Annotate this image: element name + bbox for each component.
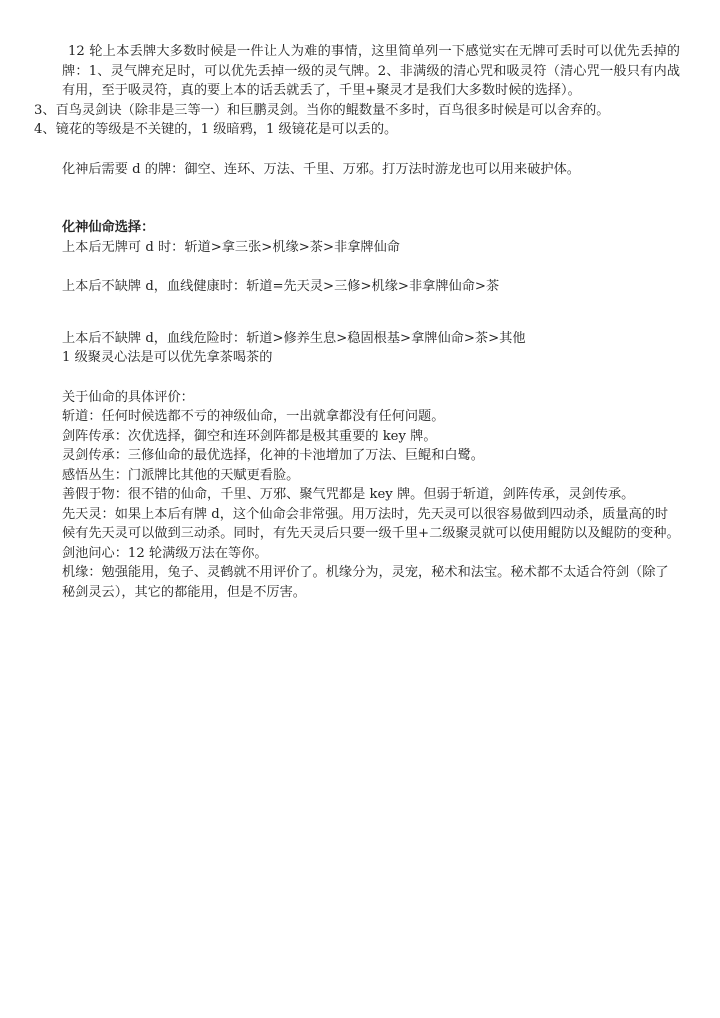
eval-jianchi: 剑池问心：12 轮满级万法在等你。 <box>62 545 268 561</box>
intro-item-3: 3、百鸟灵剑诀（除非是三等一）和巨鹏灵剑。当你的鲲数量不多时，百鸟很多时候是可以舍弃的。 <box>34 102 610 118</box>
eval-ganwu: 感悟丛生：门派牌比其他的天赋更看脸。 <box>62 467 300 483</box>
eval-jiyuan: 机缘：勉强能用，兔子、灵鹤就不用评价了。机缘分为，灵宠，秘术和法宝。秘术都不太适合符剑（除了秘剑灵云），其它的都能用，但是不厉害。 <box>62 565 669 600</box>
case-danger-note: 1 级聚灵心法是可以优先拿茶喝茶的 <box>62 350 273 365</box>
spacer <box>62 257 680 277</box>
spacer <box>62 179 680 218</box>
case-healthy: 上本后不缺牌 d，血线健康时：斩道=先天灵>三修>机缘>非拿牌仙命>茶 <box>62 279 500 294</box>
document-body <box>34 42 680 602</box>
case-no-cards: 上本后无牌可 d 时：斩道>拿三张>机缘>茶>非拿牌仙命 <box>62 239 400 255</box>
evaluation-title: 关于仙命的具体评价： <box>62 389 194 405</box>
spacer <box>62 368 680 388</box>
eval-jianzhen: 剑阵传承：次优选择，御空和连环剑阵都是极其重要的 key 牌。 <box>62 428 437 444</box>
eval-shanjia: 善假于物：很不错的仙命，千里、万邪、聚气咒都是 key 牌。但弱于斩道，剑阵传承，灵剑传承。 <box>62 487 635 502</box>
eval-zhandao: 斩道：任何时候选都不亏的神级仙命，一出就拿都没有任何问题。 <box>62 409 445 424</box>
intro-item-4: 4、镜花的等级是不关键的，1 级暗鸦，1 级镜花是可以丢的。 <box>34 122 398 137</box>
eval-lingjian: 灵剑传承：三修仙命的最优选择，化神的卡池增加了万法、巨鲲和白鹭。 <box>62 448 484 463</box>
intro-paragraph: 12 轮上本丢牌大多数时候是一件让人为难的事情，这里简单列一下感觉实在无牌可丢时可以优先丢掉的牌：1、灵气牌充足时，可以优先丢掉一级的灵气牌。2、非满级的清心咒和吸灵符（清心咒一般只有内战有用，至于吸灵符，真的要上本的话丢就丢了，千里+聚灵才是我们大多数时候的选择）。 <box>62 44 680 98</box>
spacer <box>62 140 680 160</box>
post-transform-cards: 化神后需要 d 的牌：御空、连环、万法、千里、万邪。打万法时游龙也可以用来破护体。 <box>62 161 580 177</box>
eval-xiantianling: 先天灵：如果上本后有牌 d，这个仙命会非常强。用万法时，先天灵可以很容易做到四动杀，质量高的时候有先天灵可以做到三动杀。同时，有先天灵后只要一级千里+二级聚灵就可以使用鲲防以及鲲防的变种。 <box>62 506 680 541</box>
section-heading: 化神仙命选择： <box>62 220 155 235</box>
spacer <box>62 297 680 329</box>
case-danger: 上本后不缺牌 d，血线危险时：斩道>修养生息>稳固根基>拿牌仙命>茶>其他 <box>62 330 526 346</box>
